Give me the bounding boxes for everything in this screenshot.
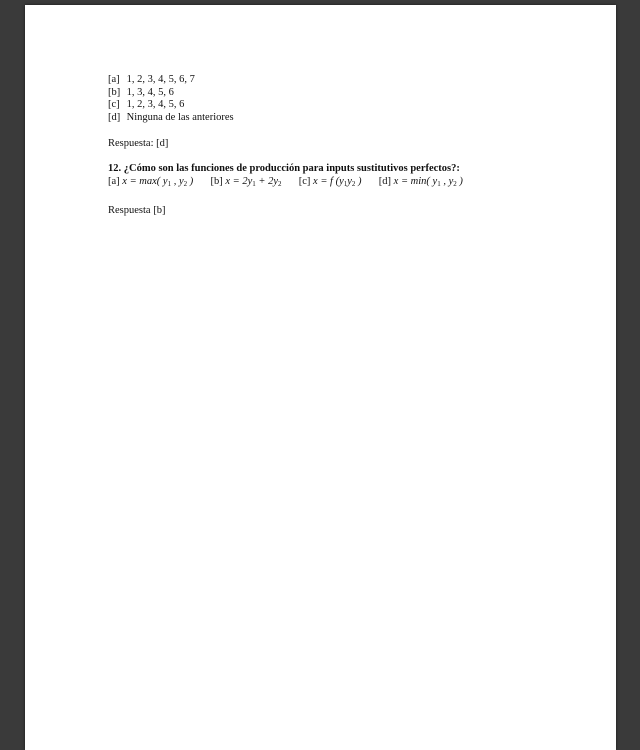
document-page xyxy=(25,5,616,750)
option-letter-d: [d] xyxy=(378,176,392,187)
formula-c: x = f ($y_1y_2$ ) xyxy=(313,176,362,188)
question-12-title: 12. ¿Cómo son las funciones de producción para inputs sustitutivos perfectos?: xyxy=(108,162,460,174)
option-text: 1, 2, 3, 4, 5, 6, 7 xyxy=(126,74,195,85)
option-letter: [d] xyxy=(108,111,121,123)
option-letter-a: [a] xyxy=(108,176,120,187)
option-letter-b: [b] xyxy=(210,176,223,187)
answer-12-text: Respuesta [b] xyxy=(108,204,166,216)
question-12-options xyxy=(108,176,598,191)
formula-b: $x = 2y_1 + 2y_2$ xyxy=(225,176,282,188)
option-b xyxy=(108,87,598,100)
option-d xyxy=(108,112,598,125)
option-text: 1, 2, 3, 4, 5, 6 xyxy=(126,99,185,110)
option-letter: [a] xyxy=(108,74,120,85)
option-text: Ninguna de las anteriores xyxy=(126,111,234,123)
answer-text: Respuesta: [d] xyxy=(108,138,169,149)
formula-a: x = max( $y_1$ , $y_2$ ) xyxy=(122,176,194,188)
option-letter: [b] xyxy=(108,86,121,98)
page-content xyxy=(108,74,598,217)
option-letter-c: [c] xyxy=(298,176,311,187)
option-c xyxy=(108,99,598,112)
option-letter: [c] xyxy=(108,99,120,110)
formula-d: x = min( $y_1$ , $y_2$ ) xyxy=(393,176,463,188)
option-text: 1, 3, 4, 5, 6 xyxy=(126,86,174,98)
option-a xyxy=(108,74,598,87)
